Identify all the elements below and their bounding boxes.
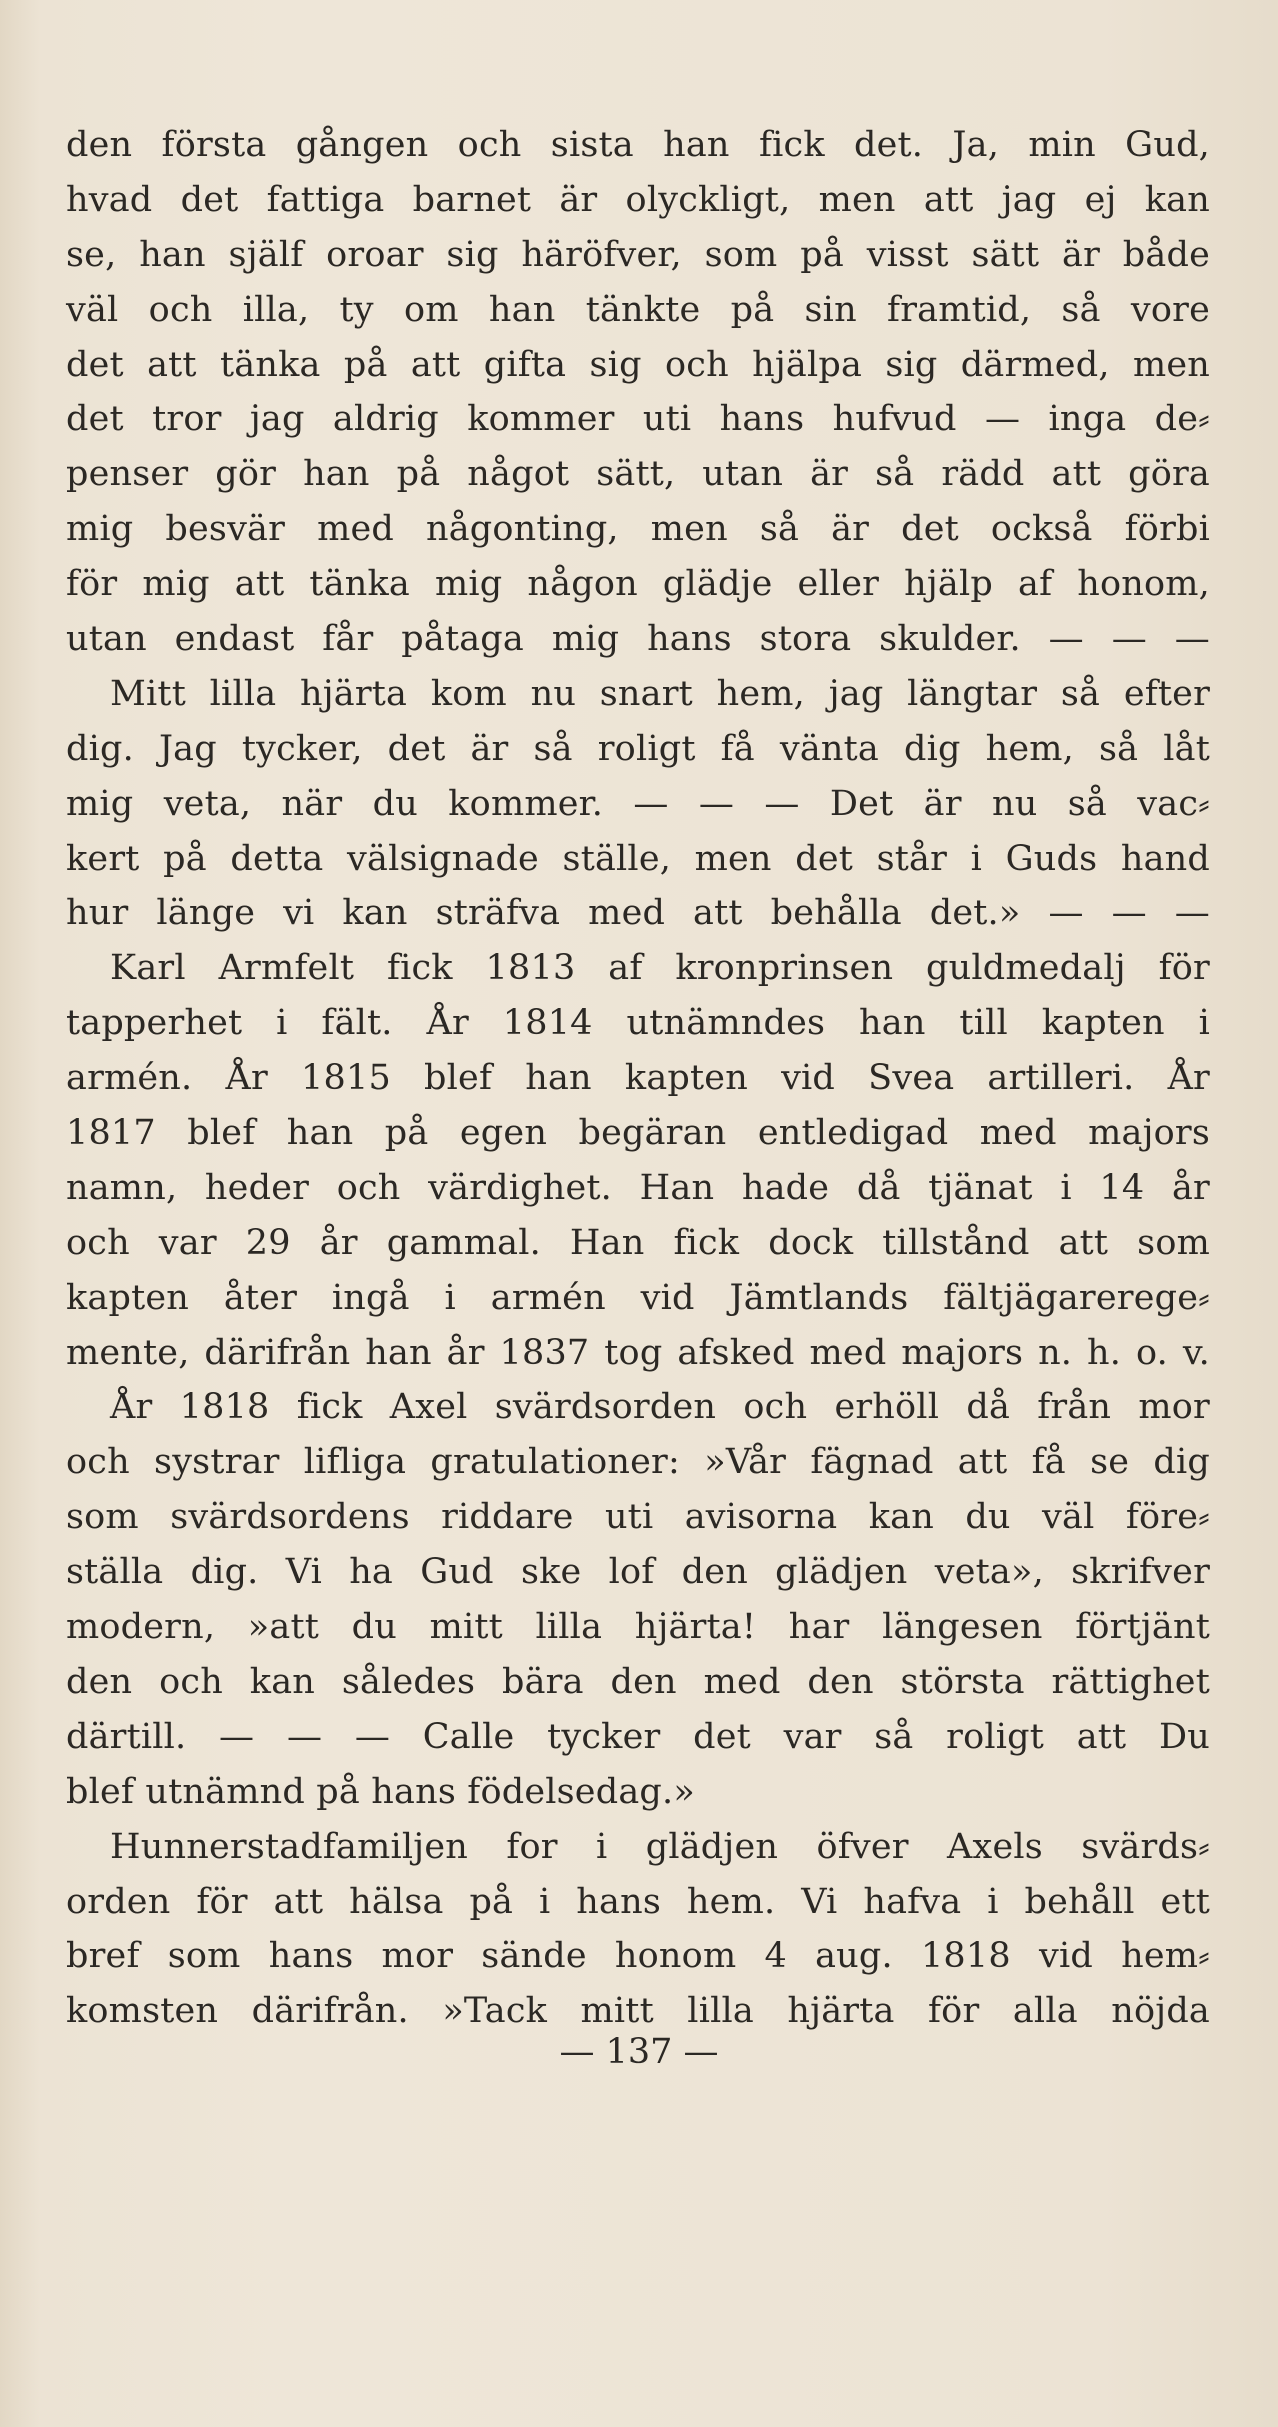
text-line: orden för att hälsa på i hans hem. Vi hafva i behåll ett <box>66 1881 1210 1922</box>
text-line: för mig att tänka mig någon glädje eller hjälp af honom, <box>66 564 1210 605</box>
text-line: det att tänka på att gifta sig och hjälpa sig därmed, men <box>66 344 1210 385</box>
text-line: därtill. — — — Calle tycker det var så roligt att Du <box>66 1716 1210 1757</box>
text-line: som svärdsordens riddare uti avisorna kan du väl före⸗ <box>66 1497 1210 1538</box>
text-line: hur länge vi kan sträfva med att behålla det.» — — — <box>66 893 1210 934</box>
text-line: och systrar lifliga gratulationer: »Vår fägnad att få se dig <box>66 1442 1210 1483</box>
text-line: kapten åter ingå i armén vid Jämtlands fältjägarerege⸗ <box>66 1277 1210 1318</box>
body-text <box>66 118 1210 2039</box>
text-line: tapperhet i fält. År 1814 utnämndes han till kapten i <box>66 1003 1210 1044</box>
paragraph-start-line: Mitt lilla hjärta kom nu snart hem, jag längtar så efter <box>110 673 1210 714</box>
text-line: ställa dig. Vi ha Gud ske lof den glädjen veta», skrifver <box>66 1552 1210 1593</box>
text-line: kert på detta välsignade ställe, men det står i Guds hand <box>66 838 1210 879</box>
paragraph-start-line: Hunnerstadfamiljen for i glädjen öfver Axels svärds⸗ <box>110 1826 1210 1867</box>
text-line: mig besvär med någonting, men så är det också förbi <box>66 509 1210 550</box>
text-line: och var 29 år gammal. Han fick dock tillstånd att som <box>66 1222 1210 1263</box>
text-line: 1817 blef han på egen begäran entledigad med majors <box>66 1113 1210 1154</box>
text-line: se, han själf oroar sig häröfver, som på visst sätt är både <box>66 234 1210 275</box>
page-number: — 137 — <box>559 2032 719 2072</box>
text-line: den första gången och sista han fick det. Ja, min Gud, <box>66 125 1210 165</box>
text-line: hvad det fattiga barnet är olyckligt, men att jag ej kan <box>66 179 1210 220</box>
text-line: väl och illa, ty om han tänkte på sin framtid, så vore <box>66 289 1210 330</box>
paragraph-start-line: År 1818 fick Axel svärdsorden och erhöll då från mor <box>110 1387 1210 1428</box>
paragraph-start-line: Karl Armfelt fick 1813 af kronprinsen guldmedalj för <box>110 948 1210 989</box>
text-line: namn, heder och värdighet. Han hade då tjänat i 14 år <box>66 1167 1210 1208</box>
text-line: bref som hans mor sände honom 4 aug. 1818 vid hem⸗ <box>66 1936 1210 1977</box>
text-line: den och kan således bära den med den största rättighet <box>66 1661 1210 1702</box>
text-line: penser gör han på något sätt, utan är så rädd att göra <box>66 454 1210 495</box>
text-line: det tror jag aldrig kommer uti hans hufvud — inga de⸗ <box>66 399 1210 440</box>
text-line: utan endast får påtaga mig hans stora skulder. — — — <box>66 619 1210 660</box>
text-line: mente, därifrån han år 1837 tog afsked med majors n. h. o. v. <box>66 1332 1210 1373</box>
text-line: modern, »att du mitt lilla hjärta! har längesen förtjänt <box>66 1607 1210 1648</box>
text-line: mig veta, när du kommer. — — — Det är nu så vac⸗ <box>66 783 1210 824</box>
text-line: dig. Jag tycker, det är så roligt få vänta dig hem, så låt <box>66 728 1210 769</box>
text-line: komsten därifrån. »Tack mitt lilla hjärta för alla nöjda <box>66 1991 1210 2032</box>
paragraph-end-line: blef utnämnd på hans födelsedag.» <box>66 1771 695 1812</box>
text-line: armén. År 1815 blef han kapten vid Svea artilleri. År <box>66 1058 1210 1099</box>
